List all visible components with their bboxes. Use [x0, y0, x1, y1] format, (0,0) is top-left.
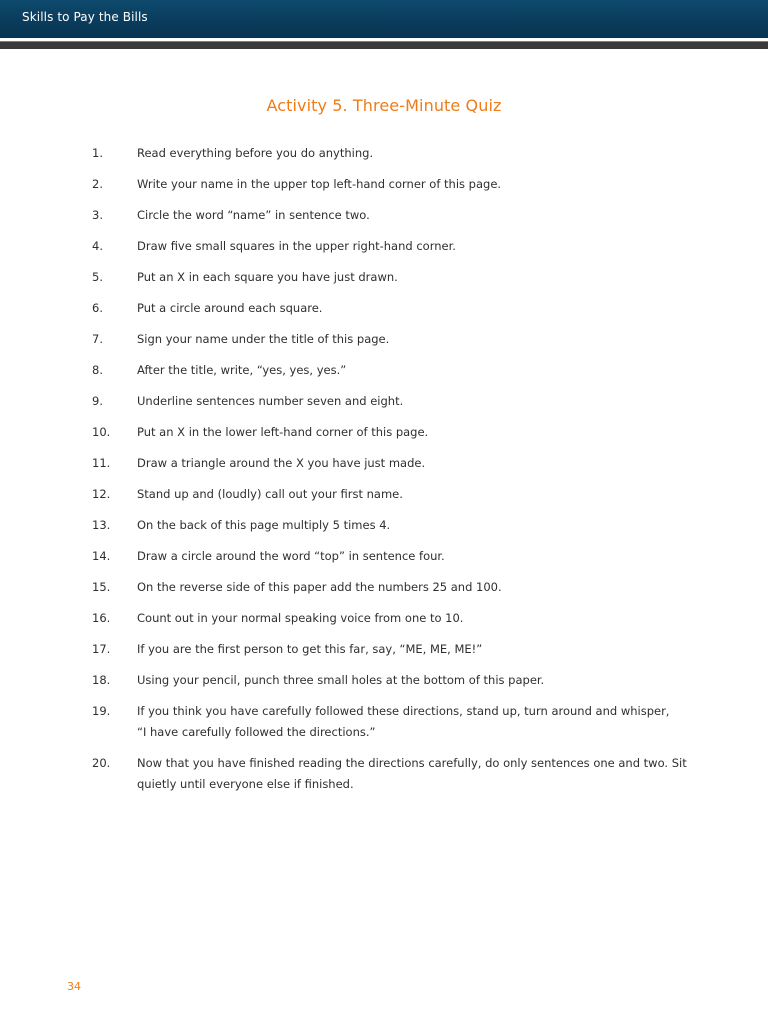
list-item: [0, 577, 768, 608]
item-number: 2.: [92, 177, 103, 191]
item-text-line-2: quietly until everyone else if finished.: [137, 777, 354, 791]
item-text: Read everything before you do anything.: [137, 146, 374, 160]
item-text: Circle the word “name” in sentence two.: [137, 208, 370, 222]
list-item: [0, 546, 768, 577]
list-item: [0, 329, 768, 360]
item-text: If you are the first person to get this far, say, “ME, ME, ME!”: [137, 642, 483, 656]
list-item: [0, 236, 768, 267]
item-text: Stand up and (loudly) call out your first name.: [137, 487, 403, 501]
list-item: [0, 515, 768, 546]
item-text: Write your name in the upper top left-hand corner of this page.: [137, 177, 502, 191]
header-bar: [0, 0, 768, 38]
list-item: [0, 391, 768, 422]
item-number: 1.: [92, 146, 103, 160]
item-number: 7.: [92, 332, 103, 346]
header-divider-thick: [0, 41, 768, 49]
item-number: 19.: [92, 704, 111, 718]
list-item: [0, 205, 768, 236]
item-text: Put an X in each square you have just drawn.: [137, 270, 398, 284]
item-text: Count out in your normal speaking voice from one to 10.: [137, 611, 464, 625]
item-text: [137, 701, 697, 743]
item-number: 11.: [92, 456, 111, 470]
item-text-line-1: Now that you have finished reading the directions carefully, do only sentences one and two. Sit: [137, 756, 687, 770]
item-text: Draw five small squares in the upper right-hand corner.: [137, 239, 456, 253]
item-number: 5.: [92, 270, 103, 284]
item-number: 18.: [92, 673, 111, 687]
list-item: [0, 453, 768, 484]
header-divider-thin: [0, 38, 768, 40]
item-number: 9.: [92, 394, 103, 408]
item-number: 17.: [92, 642, 111, 656]
item-text: On the back of this page multiply 5 times 4.: [137, 518, 391, 532]
list-item: [0, 670, 768, 701]
item-number: 20.: [92, 756, 111, 770]
item-number: 8.: [92, 363, 103, 377]
list-item: [0, 639, 768, 670]
item-text-line-1: If you think you have carefully followed these directions, stand up, turn around and whisper,: [137, 704, 670, 718]
item-number: 16.: [92, 611, 111, 625]
quiz-list: [0, 143, 768, 805]
page-number: 34: [67, 980, 81, 993]
list-item: [0, 360, 768, 391]
item-number: 15.: [92, 580, 111, 594]
list-item: [0, 422, 768, 453]
item-number: 12.: [92, 487, 111, 501]
item-number: 6.: [92, 301, 103, 315]
list-item: [0, 267, 768, 298]
item-text: After the title, write, “yes, yes, yes.”: [137, 363, 347, 377]
list-item: [0, 484, 768, 515]
page-title: Activity 5. Three-Minute Quiz: [266, 96, 502, 115]
item-text: Using your pencil, punch three small holes at the bottom of this paper.: [137, 673, 545, 687]
list-item: [0, 174, 768, 205]
item-text: Put a circle around each square.: [137, 301, 323, 315]
item-text: [137, 753, 697, 795]
item-text-line-2: “I have carefully followed the directions.”: [137, 725, 376, 739]
item-number: 10.: [92, 425, 111, 439]
list-item: [0, 608, 768, 639]
list-item: [0, 753, 768, 805]
list-item: [0, 701, 768, 753]
item-number: 14.: [92, 549, 111, 563]
item-number: 4.: [92, 239, 103, 253]
item-text: Underline sentences number seven and eight.: [137, 394, 404, 408]
item-number: 3.: [92, 208, 103, 222]
header-title: Skills to Pay the Bills: [22, 10, 148, 24]
item-text: Put an X in the lower left-hand corner of this page.: [137, 425, 429, 439]
list-item: [0, 298, 768, 329]
item-text: Draw a triangle around the X you have just made.: [137, 456, 426, 470]
item-text: On the reverse side of this paper add the numbers 25 and 100.: [137, 580, 502, 594]
item-number: 13.: [92, 518, 111, 532]
item-text: Draw a circle around the word “top” in sentence four.: [137, 549, 445, 563]
list-item: [0, 143, 768, 174]
item-text: Sign your name under the title of this page.: [137, 332, 390, 346]
